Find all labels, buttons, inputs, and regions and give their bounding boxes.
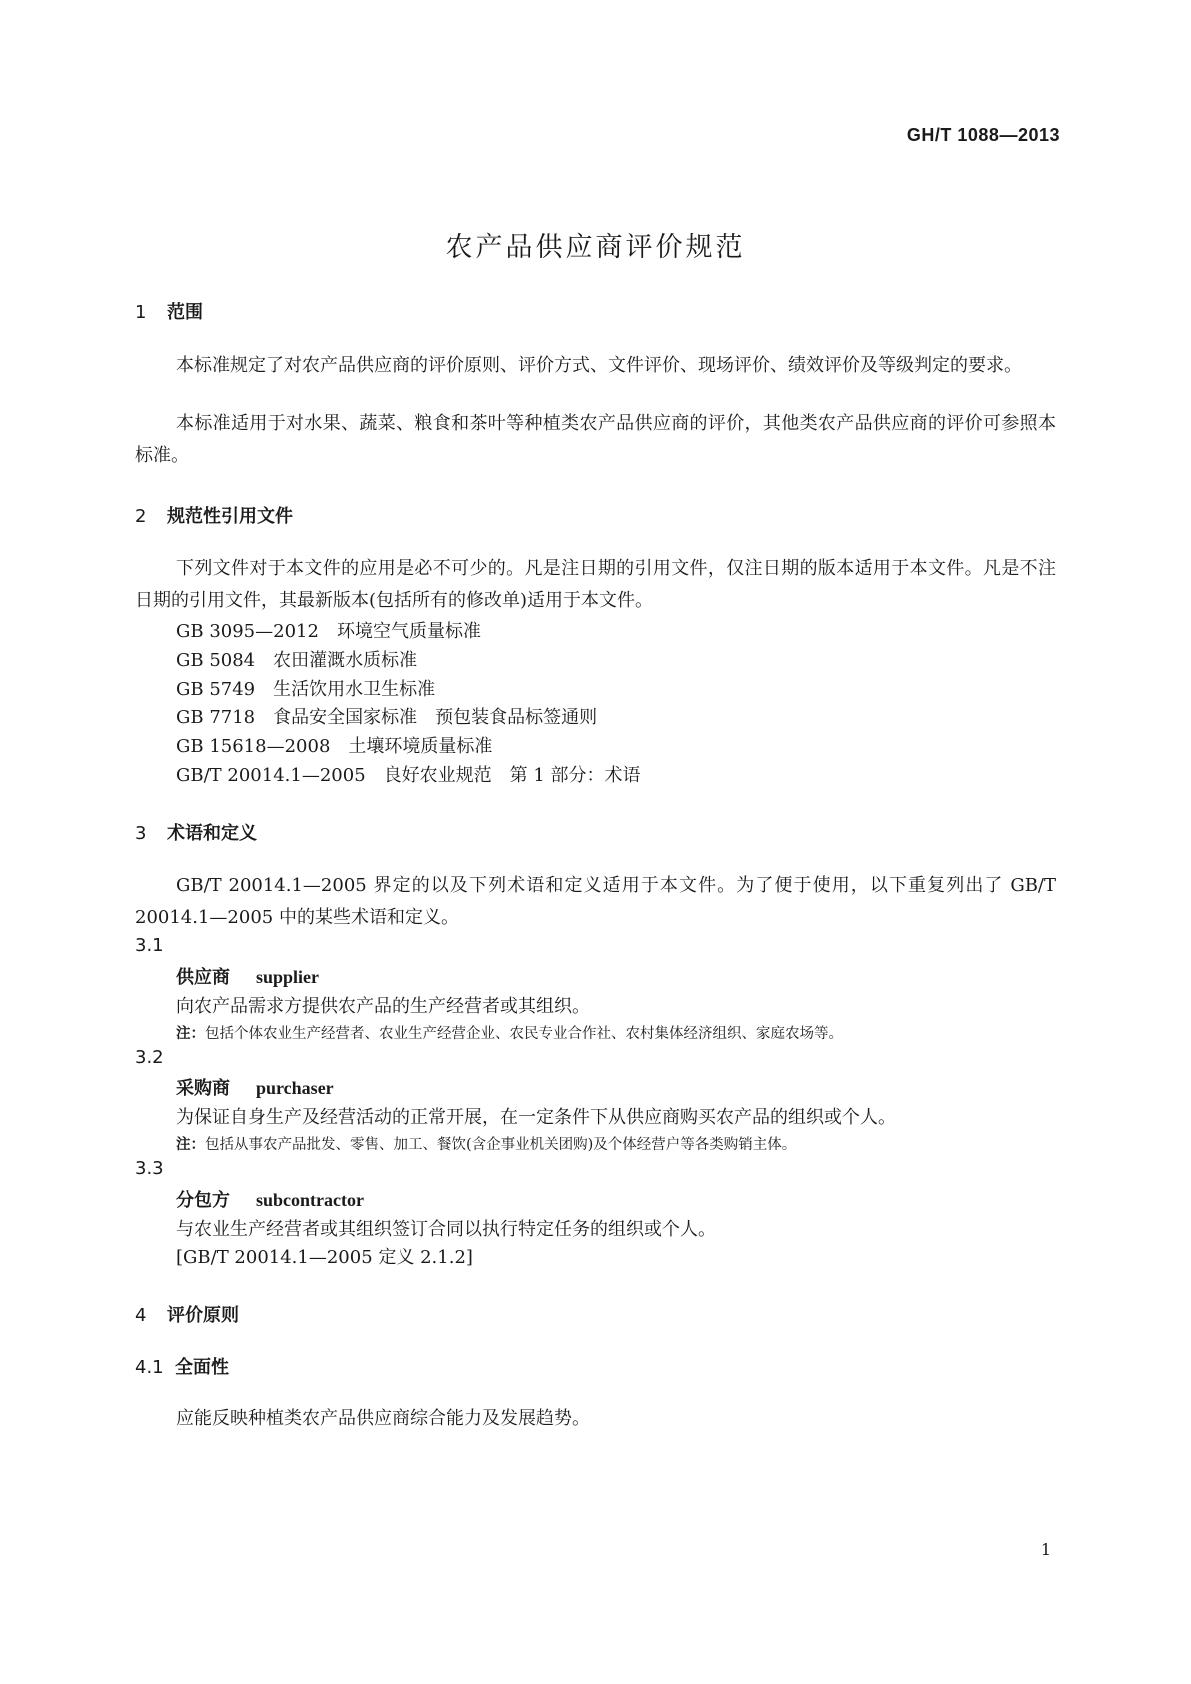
term-name-en: purchaser — [256, 1078, 334, 1098]
term-note — [176, 1133, 796, 1154]
section-3-heading — [135, 819, 257, 845]
term-source: [GB/T 20014.1—2005 定义 2.1.2] — [176, 1247, 473, 1268]
term-definition: 与农业生产经营者或其组织签订合同以执行特定任务的组织或个人。 — [176, 1219, 716, 1240]
section-number: 1 — [135, 302, 147, 323]
subsection-4-1-heading — [135, 1353, 229, 1379]
term-name-zh: 供应商 — [176, 967, 230, 988]
term-number: 3.3 — [135, 1158, 164, 1179]
reference-item: GB/T 20014.1—2005 良好农业规范 第 1 部分：术语 — [176, 765, 641, 786]
section-title: 术语和定义 — [167, 823, 257, 844]
section-number: 2 — [135, 506, 147, 527]
section-title: 规范性引用文件 — [167, 506, 293, 527]
section-1-heading — [135, 298, 203, 324]
term-name-en: supplier — [256, 967, 320, 987]
paragraph: 应能反映种植类农产品供应商综合能力及发展趋势。 — [176, 1408, 590, 1429]
reference-item: GB 7718 食品安全国家标准 预包装食品标签通则 — [176, 707, 598, 728]
page-number: 1 — [1040, 1540, 1051, 1559]
section-title: 评价原则 — [167, 1305, 239, 1326]
standard-code: GH/T 1088—2013 — [906, 125, 1060, 145]
term-number: 3.1 — [135, 935, 164, 956]
term-number: 3.2 — [135, 1047, 164, 1068]
reference-item: GB 5084 农田灌溉水质标准 — [176, 650, 418, 671]
note-text: 包括从事农产品批发、零售、加工、餐饮(含企事业机关团购)及个体经营户等各类购销主体。 — [205, 1137, 797, 1153]
section-title: 范围 — [167, 302, 203, 323]
paragraph: 本标准适用于对水果、蔬菜、粮食和茶叶等种植类农产品供应商的评价，其他类农产品供应商的评价可参照本标准。 — [135, 413, 1056, 466]
section-number: 3 — [135, 823, 147, 844]
term-name-zh: 采购商 — [176, 1078, 230, 1099]
paragraph: 下列文件对于本文件的应用是必不可少的。凡是注日期的引用文件，仅注日期的版本适用于本文件。凡是不注日期的引用文件，其最新版本(包括所有的修改单)适用于本文件。 — [135, 558, 1056, 611]
reference-item: GB 15618—2008 土壤环境质量标准 — [176, 736, 493, 757]
term-heading — [176, 1074, 334, 1100]
note-label: 注： — [176, 1026, 205, 1042]
subsection-number: 4.1 — [135, 1357, 164, 1378]
term-note — [176, 1022, 843, 1043]
document-title: 农产品供应商评价规范 — [445, 232, 746, 263]
section-number: 4 — [135, 1305, 147, 1326]
term-heading — [176, 1186, 364, 1212]
section-2-heading — [135, 502, 293, 528]
paragraph: GB/T 20014.1—2005 界定的以及下列术语和定义适用于本文件。为了便于使用，以下重复列出了 GB/T 20014.1—2005 中的某些术语和定义。 — [135, 875, 1056, 928]
note-label: 注： — [176, 1137, 205, 1153]
term-name-zh: 分包方 — [176, 1190, 230, 1211]
section-4-heading — [135, 1301, 239, 1327]
term-definition: 向农产品需求方提供农产品的生产经营者或其组织。 — [176, 996, 590, 1017]
paragraph: 本标准规定了对农产品供应商的评价原则、评价方式、文件评价、现场评价、绩效评价及等级判定的要求。 — [176, 355, 1022, 376]
reference-item: GB 3095—2012 环境空气质量标准 — [176, 621, 481, 642]
note-text: 包括个体农业生产经营者、农业生产经营企业、农民专业合作社、农村集体经济组织、家庭农场等。 — [205, 1026, 843, 1042]
term-heading — [176, 963, 319, 989]
term-definition: 为保证自身生产及经营活动的正常开展，在一定条件下从供应商购买农产品的组织或个人。 — [176, 1107, 896, 1128]
subsection-title: 全面性 — [175, 1357, 229, 1378]
term-name-en: subcontractor — [256, 1190, 364, 1210]
reference-item: GB 5749 生活饮用水卫生标准 — [176, 679, 436, 700]
